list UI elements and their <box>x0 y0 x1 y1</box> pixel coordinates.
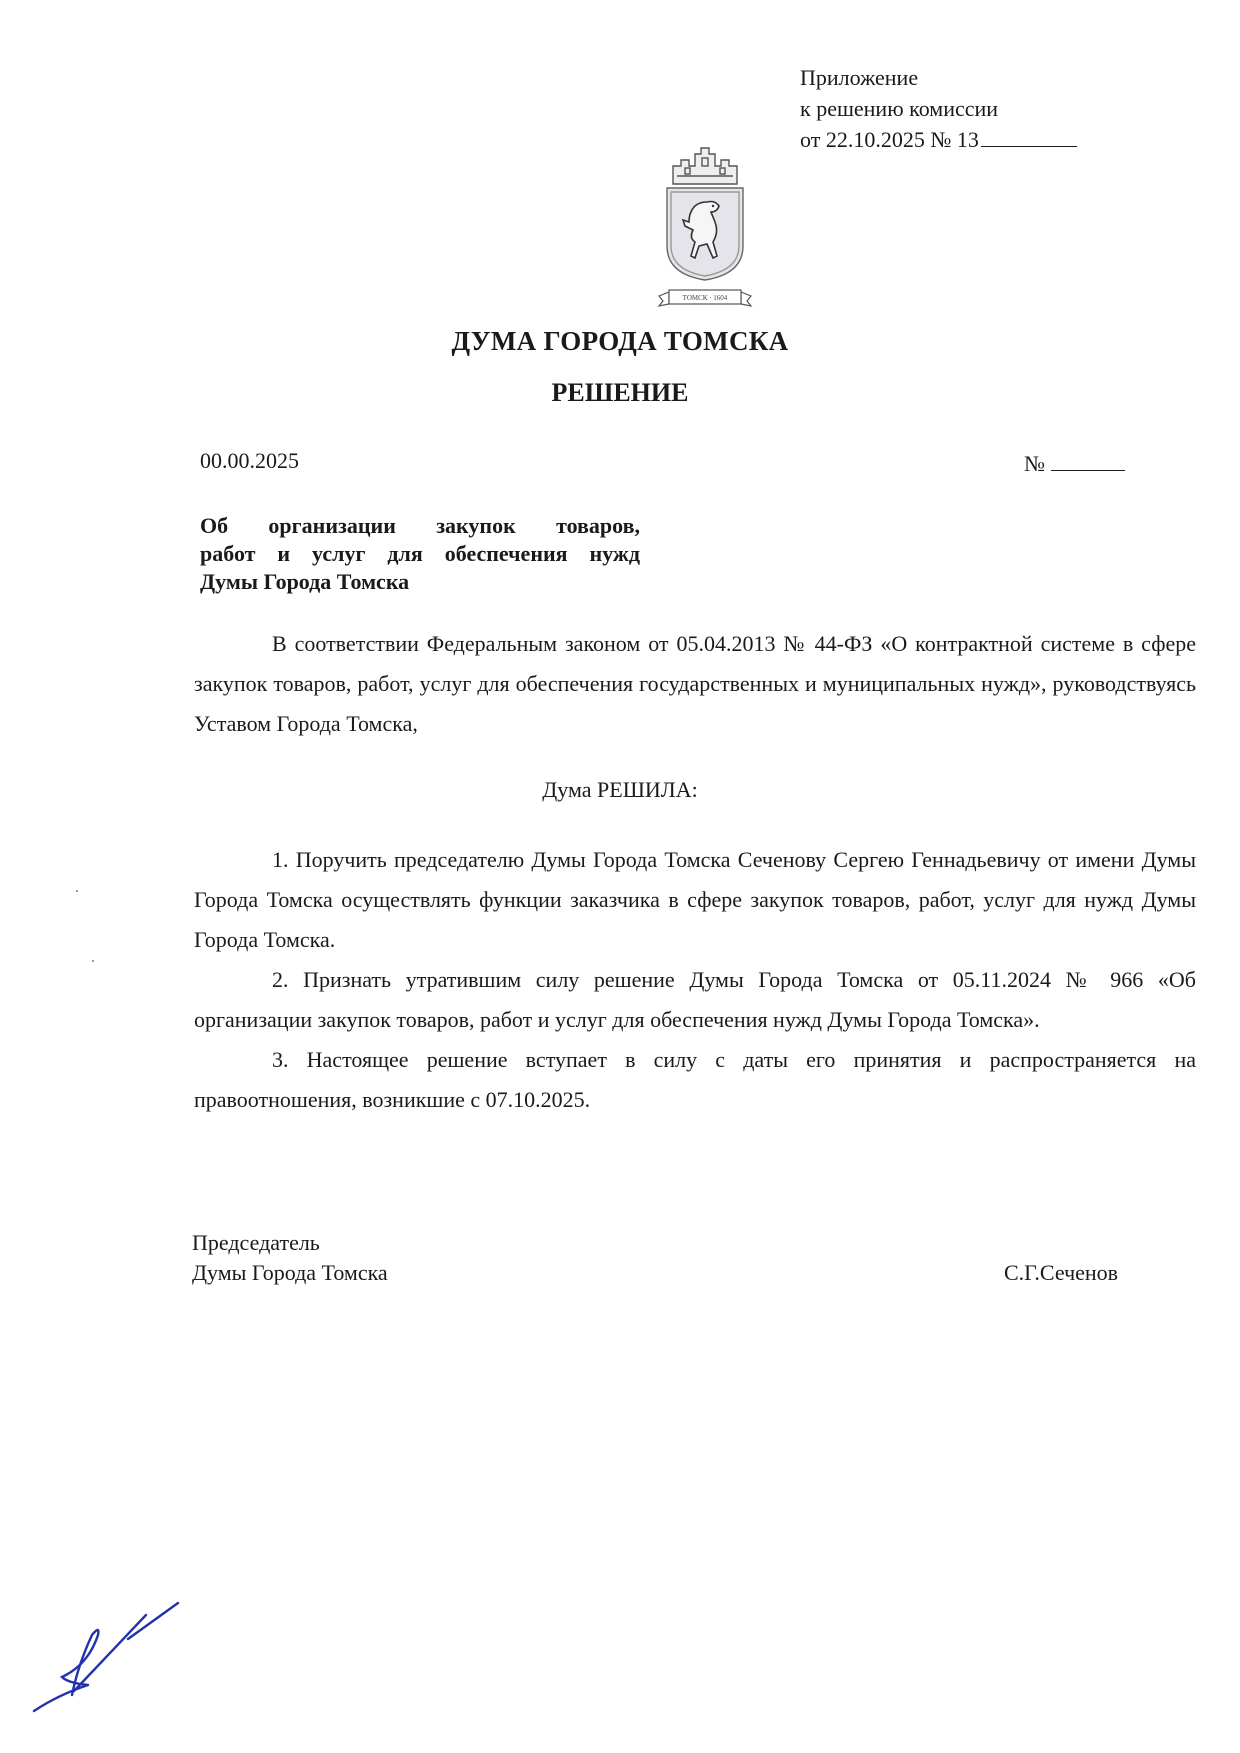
preamble-text: В соответствии Федеральным законом от 05.04.2013 № 44-ФЗ «О контрактной системе в сфере закупок товаров, работ, услуг для обеспечения государственных и муниципальных нужд», руководствуясь Уставом Города Томска, <box>194 631 1196 736</box>
scan-speck <box>76 890 78 892</box>
preamble <box>194 624 1196 744</box>
appendix-note <box>800 62 1077 155</box>
decision-number <box>1024 450 1125 477</box>
document-type-title: РЕШЕНИЕ <box>551 378 689 407</box>
appendix-line-2: к решению комиссии <box>800 96 999 121</box>
signatory-title-line-1: Председатель <box>192 1230 320 1255</box>
number-blank <box>1051 450 1125 471</box>
decision-item-3: 3. Настоящее решение вступает в силу с даты его принятия и распространяется на правоотношения, возникшие с 07.10.2025. <box>194 1047 1196 1112</box>
decision-subject <box>200 512 640 596</box>
emblem-ribbon-text: ТОМСК · 1604 <box>682 294 728 302</box>
appendix-line-1: Приложение <box>800 65 919 90</box>
handwritten-initials-icon <box>28 1595 188 1715</box>
signatory-title <box>192 1228 388 1288</box>
signatory-title-line-2: Думы Города Томска <box>192 1260 388 1285</box>
decision-item-1: 1. Поручить председателю Думы Города Томска Сеченову Сергею Геннадьевичу от имени Думы Города Томска осуществлять функции заказчика в сфере закупок товаров, работ, услуг для нужд Думы Города Томска. <box>194 847 1196 952</box>
number-label: № <box>1024 451 1045 476</box>
decision-item-2: 2. Признать утратившим силу решение Думы Города Томска от 05.11.2024 № 966 «Об организации закупок товаров, работ и услуг для обеспечения нужд Думы Города Томска». <box>194 967 1196 1032</box>
subject-line-3: Думы Города Томска <box>200 569 410 594</box>
decision-items <box>194 840 1196 1120</box>
decision-date: 00.00.2025 <box>200 448 299 473</box>
subject-line-1: Об организации закупок товаров, <box>200 513 640 538</box>
organization-title: ДУМА ГОРОДА ТОМСКА <box>451 326 789 356</box>
appendix-number-blank <box>981 124 1077 147</box>
scan-speck <box>92 960 94 962</box>
tomsk-coat-of-arms-icon <box>655 146 755 314</box>
subject-line-2: работ и услуг для обеспечения нужд <box>200 541 640 566</box>
resolve-heading: Дума РЕШИЛА: <box>542 777 698 802</box>
appendix-line-3-wrap <box>800 124 1077 155</box>
appendix-line-3: от 22.10.2025 № 13 <box>800 127 979 152</box>
signatory-name: С.Г.Сеченов <box>1004 1260 1119 1285</box>
